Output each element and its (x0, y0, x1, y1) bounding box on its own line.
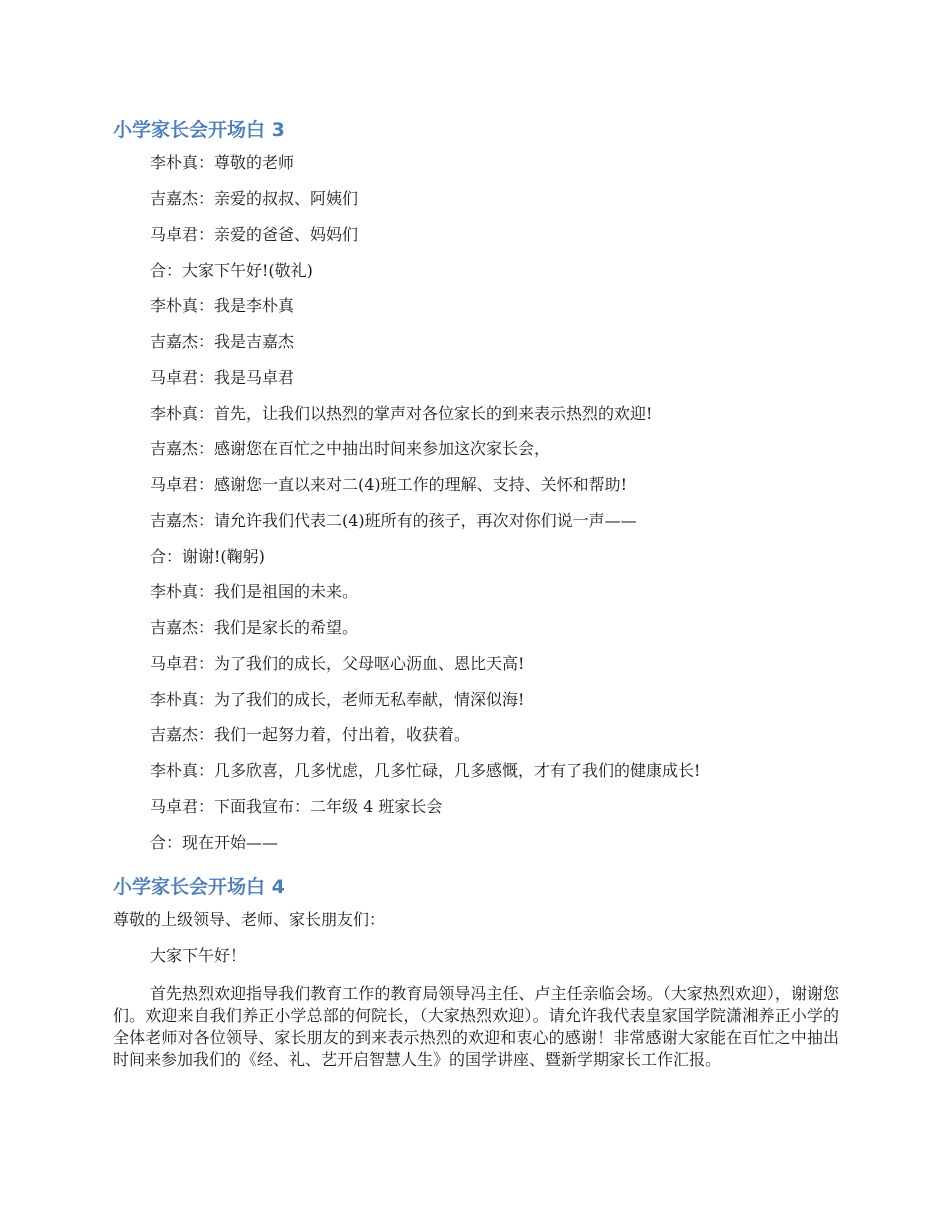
dialogue-line: 马卓君：为了我们的成长，父母呕心沥血、恩比天高! (150, 654, 525, 673)
dialogue-line: 马卓君：感谢您一直以来对二(4)班工作的理解、支持、关怀和帮助! (150, 475, 628, 494)
dialogue-line: 马卓君：下面我宣布：二年级 4 班家长会 (150, 797, 443, 816)
dialogue-line: 李朴真：我们是祖国的未来。 (150, 582, 359, 601)
dialogue-line: 吉嘉杰：感谢您在百忙之中抽出时间来参加这次家长会， (150, 439, 551, 458)
dialogue-line: 李朴真：我是李朴真 (150, 296, 295, 315)
dialogue-line: 吉嘉杰：我是吉嘉杰 (150, 332, 295, 351)
dialogue-line: 李朴真：几多欣喜，几多忧虑，几多忙碌，几多感慨，才有了我们的健康成长! (150, 761, 701, 780)
greeting: 大家下午好！ (150, 946, 247, 965)
dialogue-line: 李朴真：为了我们的成长，老师无私奉献，情深似海! (150, 690, 525, 709)
dialogue-line: 合：谢谢!(鞠躬) (150, 547, 265, 566)
dialogue-line: 吉嘉杰：我们一起努力着，付出着，收获着。 (150, 725, 471, 744)
dialogue-line: 李朴真：首先，让我们以热烈的掌声对各位家长的到来表示热烈的欢迎! (150, 404, 653, 423)
dialogue-line: 合：大家下午好!(敬礼) (150, 261, 313, 280)
dialogue-line: 吉嘉杰：我们是家长的希望。 (150, 618, 359, 637)
section-4-title: 小学家长会开场白 4 (113, 876, 285, 898)
dialogue-line: 吉嘉杰：请允许我们代表二(4)班所有的孩子，再次对你们说一声—— (150, 511, 637, 530)
section-3-title: 小学家长会开场白 3 (113, 119, 285, 141)
body-paragraph: 首先热烈欢迎指导我们教育工作的教育局领导冯主任、卢主任亲临会场。（大家热烈欢迎），谢谢您们。欢迎来自我们养正小学总部的何院长，（大家热烈欢迎）。请允许我代表皇家国学院潇湘养正小学的全体老师对各位领导、家长朋友的到来表示热烈的欢迎和衷心的感谢！非常感谢大家能在百忙之中抽出时间来参加我们的《经、礼、艺开启智慧人生》的国学讲座、暨新学期家长工作汇报。 (113, 984, 839, 1069)
salutation: 尊敬的上级领导、老师、家长朋友们： (113, 910, 386, 929)
dialogue-line: 合：现在开始—— (150, 833, 279, 852)
dialogue-line: 李朴真：尊敬的老师 (150, 153, 295, 172)
dialogue-line: 马卓君：亲爱的爸爸、妈妈们 (150, 225, 359, 244)
dialogue-line: 马卓君：我是马卓君 (150, 368, 295, 387)
dialogue-line: 吉嘉杰：亲爱的叔叔、阿姨们 (150, 189, 359, 208)
